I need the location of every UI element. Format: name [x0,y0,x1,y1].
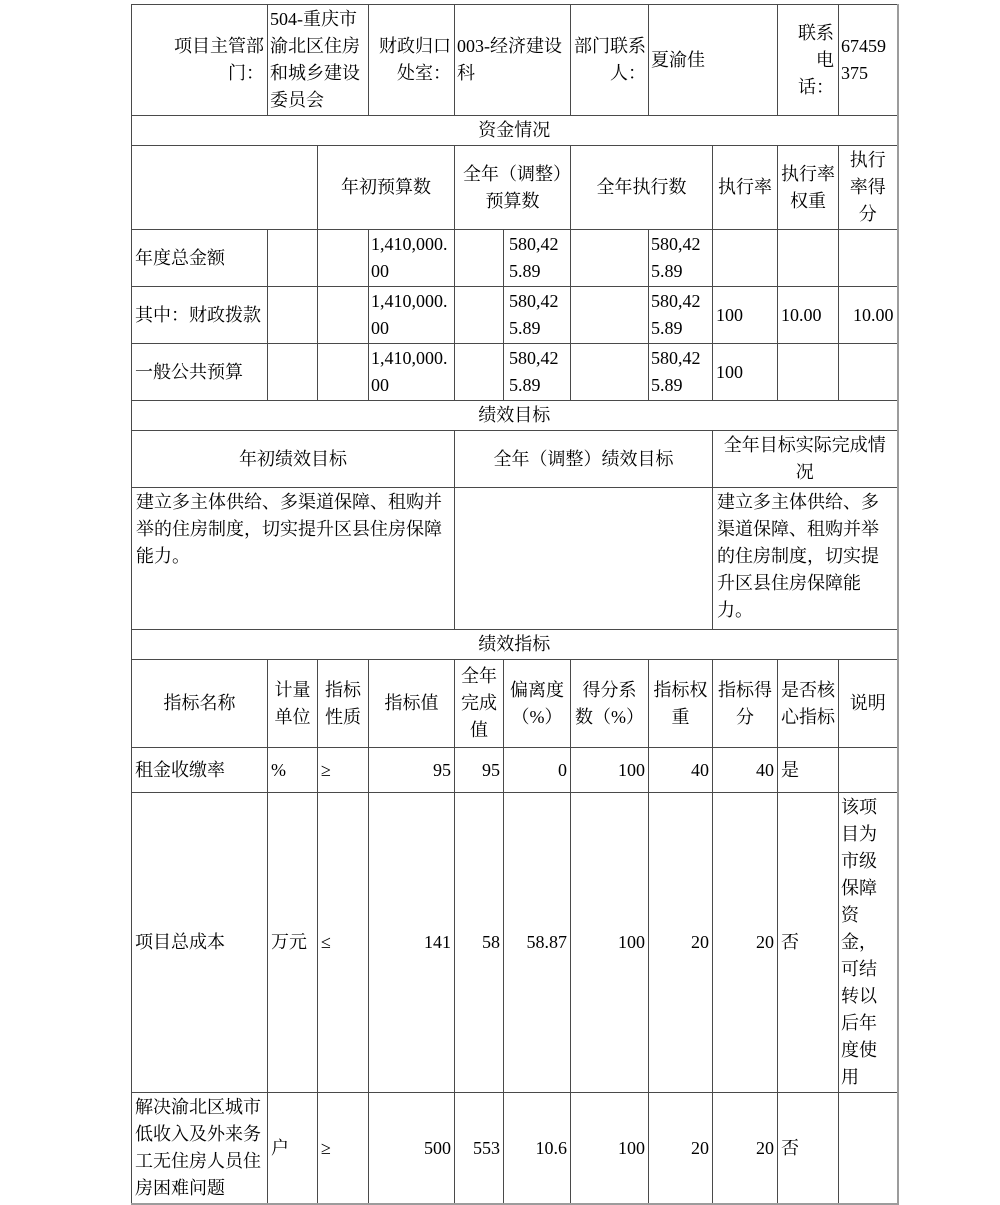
indicator-unit-cell: 万元 [268,793,318,1093]
indicator-actual-cell: 95 [455,748,504,793]
office-value-cell: 003-经济建设科 [455,5,571,116]
indicator-weight-cell: 20 [649,1093,713,1205]
dept-label-cell: 项目主管部门： [132,5,268,116]
indicator-deviation-cell: 58.87 [504,793,571,1093]
empty-cell [571,230,649,287]
indicator-header-coefficient: 得分系数（%） [571,660,649,748]
indicator-header-deviation: 偏离度（%） [504,660,571,748]
empty-cell [268,230,318,287]
funding-row-label: 其中：财政拨款 [132,287,268,344]
funding-header-executed: 全年执行数 [571,146,713,230]
funding-row-total [132,230,898,287]
indicator-nature-cell: ≥ [318,748,369,793]
dept-value-cell: 504-重庆市渝北区住房和城乡建设委员会 [268,5,369,116]
goals-initial-text: 建立多主体供给、多渠道保障、租购并举的住房制度，切实提升区县住房保障能力。 [132,488,455,630]
indicator-header-nature: 指标性质 [318,660,369,748]
indicator-actual-cell: 58 [455,793,504,1093]
contact-value-cell: 夏渝佳 [649,5,778,116]
indicator-header-target: 指标值 [369,660,455,748]
funding-header-blank [132,146,318,230]
indicator-target-cell: 141 [369,793,455,1093]
performance-table [131,4,899,1205]
indicator-is-core-cell: 否 [778,1093,839,1205]
indicator-header-name: 指标名称 [132,660,268,748]
funding-header-initial: 年初预算数 [318,146,455,230]
indicator-row-rent-collection [132,748,898,793]
goals-header-adjusted: 全年（调整）绩效目标 [455,431,713,488]
indicator-header-note: 说明 [839,660,898,748]
empty-cell [455,287,504,344]
funding-rate-value [713,230,778,287]
funding-section-title: 资金情况 [132,116,898,146]
funding-initial-value: 1,410,000.00 [369,287,455,344]
indicators-section-title: 绩效指标 [132,630,898,660]
indicator-deviation-cell: 0 [504,748,571,793]
indicator-header-score: 指标得分 [713,660,778,748]
goals-header-initial: 年初绩效目标 [132,431,455,488]
indicator-coefficient-cell: 100 [571,1093,649,1205]
goals-adjusted-text [455,488,713,630]
indicator-note-cell [839,748,898,793]
funding-weight-value: 10.00 [778,287,839,344]
indicator-name-cell: 解决渝北区城市低收入及外来务工无住房人员住房困难问题 [132,1093,268,1205]
funding-header-rate-weight: 执行率权重 [778,146,839,230]
empty-cell [455,230,504,287]
funding-executed-value: 580,425.89 [649,344,713,401]
phone-value-cell: 67459375 [839,5,898,116]
indicator-deviation-cell: 10.6 [504,1093,571,1205]
goals-content-row [132,488,898,630]
indicator-header-is-core: 是否核心指标 [778,660,839,748]
funding-header-row [132,146,898,230]
funding-row-label: 一般公共预算 [132,344,268,401]
indicator-coefficient-cell: 100 [571,793,649,1093]
info-row [132,5,898,116]
indicator-name-cell: 租金收缴率 [132,748,268,793]
empty-cell [268,287,318,344]
indicator-header-actual: 全年完成值 [455,660,504,748]
indicator-coefficient-cell: 100 [571,748,649,793]
funding-score-value [839,230,898,287]
indicators-section-row [132,630,898,660]
empty-cell [268,344,318,401]
funding-weight-value [778,230,839,287]
funding-row-fiscal [132,287,898,344]
empty-cell [318,287,369,344]
empty-cell [318,230,369,287]
indicator-unit-cell: 户 [268,1093,318,1205]
phone-label-cell: 联系电话： [778,5,839,116]
indicator-header-weight: 指标权重 [649,660,713,748]
indicator-weight-cell: 40 [649,748,713,793]
funding-executed-value: 580,425.89 [649,287,713,344]
funding-initial-value: 1,410,000.00 [369,230,455,287]
funding-section-row [132,116,898,146]
empty-cell [571,287,649,344]
indicator-weight-cell: 20 [649,793,713,1093]
funding-row-public-budget [132,344,898,401]
indicator-row-housing-difficulty [132,1093,898,1205]
goals-actual-text: 建立多主体供给、多渠道保障、租购并举的住房制度，切实提升区县住房保障能力。 [713,488,898,630]
goals-header-row [132,431,898,488]
funding-initial-value: 1,410,000.00 [369,344,455,401]
office-label-cell: 财政归口处室： [369,5,455,116]
funding-score-value [839,344,898,401]
indicator-score-cell: 20 [713,1093,778,1205]
funding-header-rate-score: 执行率得分 [839,146,898,230]
empty-cell [455,344,504,401]
funding-header-adjusted: 全年（调整）预算数 [455,146,571,230]
empty-cell [318,344,369,401]
funding-adjusted-value: 580,425.89 [504,287,571,344]
indicator-target-cell: 95 [369,748,455,793]
indicator-nature-cell: ≤ [318,793,369,1093]
indicator-is-core-cell: 否 [778,793,839,1093]
goals-section-title: 绩效目标 [132,401,898,431]
funding-adjusted-value: 580,425.89 [504,344,571,401]
indicator-row-total-cost [132,793,898,1093]
funding-weight-value [778,344,839,401]
funding-header-rate: 执行率 [713,146,778,230]
indicator-name-cell: 项目总成本 [132,793,268,1093]
funding-adjusted-value: 580,425.89 [504,230,571,287]
indicator-header-unit: 计量单位 [268,660,318,748]
indicators-header-row [132,660,898,748]
indicator-note-cell: 该项目为市级保障资金，可结转以后年度使用 [839,793,898,1093]
indicator-target-cell: 500 [369,1093,455,1205]
empty-cell [571,344,649,401]
goals-header-actual: 全年目标实际完成情况 [713,431,898,488]
indicator-unit-cell: % [268,748,318,793]
contact-label-cell: 部门联系人： [571,5,649,116]
indicator-note-cell [839,1093,898,1205]
funding-rate-value: 100 [713,287,778,344]
goals-section-row [132,401,898,431]
indicator-nature-cell: ≥ [318,1093,369,1205]
indicator-actual-cell: 553 [455,1093,504,1205]
funding-executed-value: 580,425.89 [649,230,713,287]
indicator-score-cell: 20 [713,793,778,1093]
funding-score-value: 10.00 [839,287,898,344]
funding-row-label: 年度总金额 [132,230,268,287]
funding-rate-value: 100 [713,344,778,401]
indicator-score-cell: 40 [713,748,778,793]
indicator-is-core-cell: 是 [778,748,839,793]
